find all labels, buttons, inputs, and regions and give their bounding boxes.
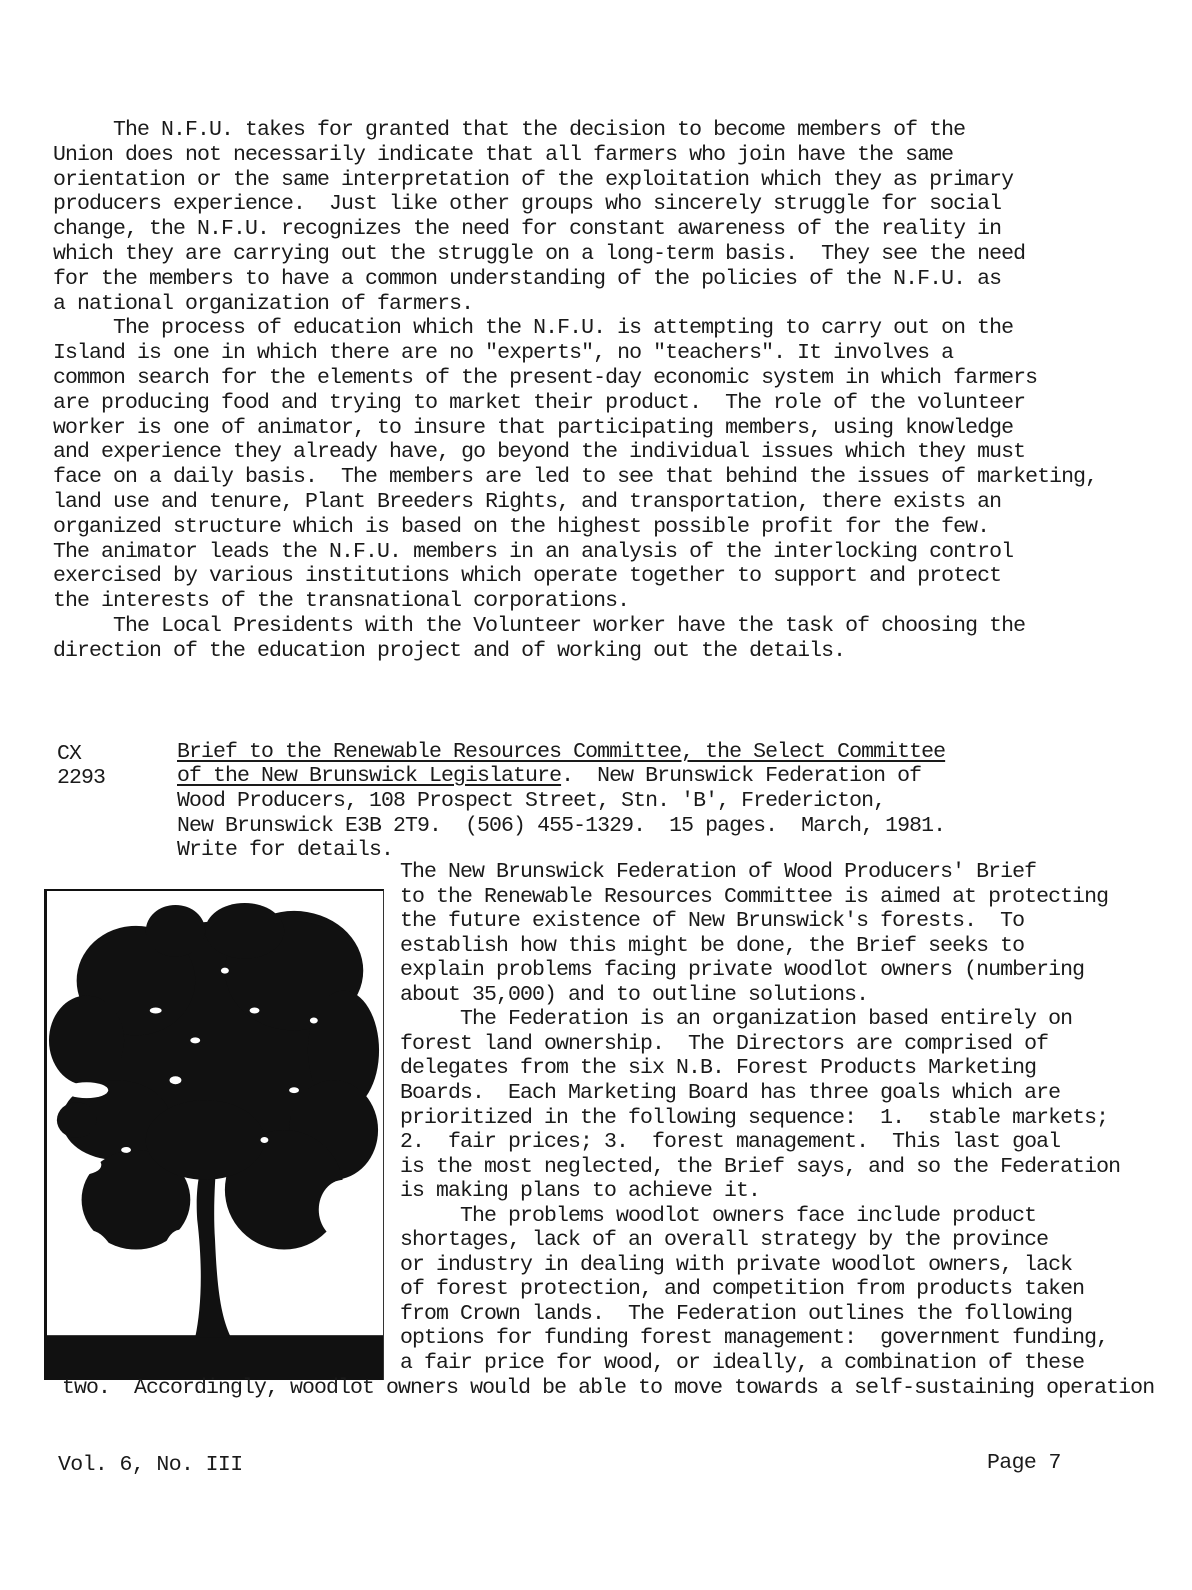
summary-line: Boards. Each Marketing Board has three goals which are [400,1080,1061,1105]
paragraph-line: for the members to have a common understanding of the policies of the N.F.U. as [53,266,1002,291]
paragraph-line: which they are carrying out the struggle on a long-term basis. They see the need [53,242,1026,266]
summary-final-line: two. Accordingly, woodlot owners would be able to move towards a self-sustaining operation [62,1376,1155,1400]
ground [47,1335,383,1380]
paragraph-line: direction of the education project and of working out the details. [53,638,846,663]
summary-line: forest land ownership. The Directors are comprised of [400,1031,1049,1056]
summary-line: The Federation is an organization based entirely on [400,1007,1073,1032]
summary-line: from Crown lands. The Federation outlines the following [400,1301,1073,1326]
summary-line: a fair price for wood, or ideally, a combination of these [400,1351,1085,1375]
paragraph-line: orientation or the same interpretation of the exploitation which they as primary [53,167,1014,192]
citation-line: New Brunswick E3B 2T9. (506) 455-1329. 15 pages. March, 1981. [177,813,946,838]
paragraph-line: The animator leads the N.F.U. members in an analysis of the interlocking control [53,539,1014,564]
summary-line: delegates from the six N.B. Forest Products Marketing [400,1056,1037,1081]
paragraph-line: Union does not necessarily indicate that all farmers who join have the same [53,142,954,167]
summary-line: about 35,000) and to outline solutions. [400,982,869,1007]
summary-line: to the Renewable Resources Committee is aimed at protecting [400,884,1109,909]
paragraph-line: common search for the elements of the present-day economic system in which farmers [53,366,1038,390]
entry-publisher-start: . New Brunswick Federation of [561,764,922,788]
entry-title-line-2: of the New Brunswick Legislature [177,764,562,788]
summary-line: 2. fair prices; 3. forest management. This last goal [400,1130,1061,1155]
paragraph-line: organized structure which is based on the highest possible profit for the few. [53,514,990,539]
paragraph-line: and experience they already have, go beyond the individual issues which they must [53,440,1026,465]
entry-title-line-1: Brief to the Renewable Resources Committee, the Select Committee [177,740,946,764]
paragraph-line: land use and tenure, Plant Breeders Rights, and transportation, there exists an [53,490,1002,514]
paragraph-line: producers experience. Just like other groups who sincerely struggle for social [53,192,1002,217]
summary-line: is making plans to achieve it. [400,1179,761,1204]
paragraph-line: The Local Presidents with the Volunteer worker have the task of choosing the [53,614,1026,638]
volume-number: Vol. 6, No. III [58,1453,243,1477]
summary-line: of forest protection, and competition from products taken [400,1277,1085,1302]
summary-line: prioritized in the following sequence: 1. stable markets; [400,1105,1109,1130]
paragraph-line: worker is one of animator, to insure that participating members, using knowledge [53,415,1014,440]
paragraph-line: Island is one in which there are no "experts", no "teachers". It involves a [53,341,954,366]
citation-line: Write for details. [177,838,394,862]
citation-line: Wood Producers, 108 Prospect Street, Stn. 'B', Fredericton, [177,789,886,813]
entry-code-number: 2293 [57,766,106,790]
summary-line: shortages, lack of an overall strategy by the province [400,1228,1049,1253]
summary-line: the future existence of New Brunswick's forests. To [400,909,1025,934]
summary-line: or industry in dealing with private woodlot owners, lack [400,1252,1073,1277]
summary-line: options for funding forest management: government funding, [400,1326,1109,1351]
summary-line: The problems woodlot owners face include product [400,1203,1037,1228]
entry-code-prefix: CX [57,742,82,766]
summary-line: is the most neglected, the Brief says, and so the Federation [400,1154,1121,1179]
summary-line: explain problems facing private woodlot owners (numbering [400,958,1085,983]
paragraph-line: face on a daily basis. The members are led to see that behind the issues of marketing, [53,465,1098,490]
tree-silhouette-icon [47,891,383,1380]
paragraph-line: are producing food and trying to market their product. The role of the volunteer [53,390,1026,415]
paragraph-line: The process of education which the N.F.U. is attempting to carry out on the [53,316,1014,341]
paragraph-line: exercised by various institutions which operate together to support and protect [53,564,1002,589]
page-number: Page 7 [987,1451,1061,1475]
paragraph-line: change, the N.F.U. recognizes the need for constant awareness of the reality in [53,217,1002,242]
paragraph-line: The N.F.U. takes for granted that the decision to become members of the [53,118,966,142]
tree-illustration [44,889,384,1380]
entry-title-line-2-wrapper [177,764,921,789]
paragraph-line: the interests of the transnational corporations. [53,589,630,614]
summary-line: establish how this might be done, the Brief seeks to [400,933,1025,958]
summary-line: The New Brunswick Federation of Wood Producers' Brief [400,860,1037,884]
paragraph-line: a national organization of farmers. [53,291,474,316]
